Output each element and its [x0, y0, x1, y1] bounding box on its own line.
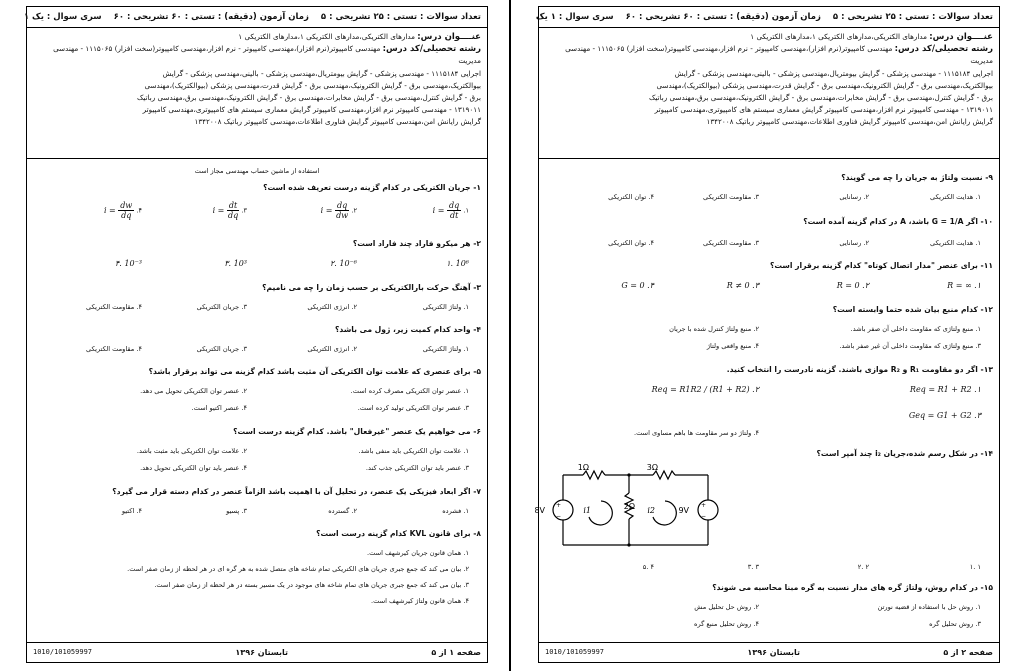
option: R = 0 .۲ — [836, 281, 869, 290]
option: ۴. عنصر اکتیو است. — [191, 404, 247, 412]
r1-label: 1Ω — [577, 463, 589, 472]
question-4: ۴- واحد کدام کمیت زیر، ژول می باشد؟ — [335, 325, 481, 334]
option: ۴. توان الکتریکی — [608, 239, 654, 247]
option: ۴. اکتیو — [121, 507, 142, 515]
option: ۳. مقاومت الکتریکی — [703, 193, 759, 201]
field-line: مهندسی کامپیوتر(نرم افزار)،مهندسی کامپیوتر - نرم افزار،مهندسی کامپیوتر(سخت افزار) ۱۱۱۵۰۶۵ - مهندسی مدیریت — [53, 44, 481, 66]
r2-label: 2Ω — [623, 502, 635, 511]
option: 10⁻⁶ .۲ — [330, 259, 357, 268]
question-13: ۱۳- اگر دو مقاومت R₁ و R₂ موازی باشند. گزینه نادرست را انتخاب کنید. — [726, 365, 993, 374]
field-line: اجرایی ۱۱۱۵۱۸۴ - مهندسی پزشکی - گرایش بیومتریال،مهندسی پزشکی - بالینی،مهندسی پزشکی - گرایش — [674, 68, 993, 78]
question-7: ۷- اگر ابعاد فیزیکی یک عنصر، در تحلیل آن با اهمیت باشد الزاماً عنصر در کدام دسته قرار می گیرد؟ — [112, 487, 481, 496]
option: ۴. ولتاژ دو سر مقاومت ها باهم مساوی است. — [633, 429, 759, 437]
question-10: ۱۰- اگر G = 1/A باشد، A در کدام گزینه آمده است؟ — [803, 217, 993, 226]
option: ۱. همان قانون جریان کیرشهف است. — [367, 549, 469, 557]
option: ۲. انرژی الکتریکی — [307, 345, 357, 353]
i2-label: i2 — [647, 506, 655, 515]
option: ۳. مقاومت الکتریکی — [703, 239, 759, 247]
option: R = ∞ .۱ — [947, 281, 981, 290]
series-label: سری سوال : یک ۱ — [23, 12, 102, 22]
option: ۲. عنصر توان الکتریکی تحویل می دهد. — [140, 387, 247, 395]
option: i = $\frac{dq}{dt}$ .۱ — [432, 201, 469, 220]
exam-code: 1010/101059997 — [33, 648, 93, 656]
option: ۲. انرژی الکتریکی — [307, 303, 357, 311]
question-9: ۹- نسبت ولتاژ به جریان را چه می گویند؟ — [841, 173, 993, 182]
course-title-label: عنــــوان درس: — [417, 32, 481, 42]
r3-label: 3Ω — [646, 463, 658, 472]
option: ۳. پسیو — [226, 507, 247, 515]
field-line: بیوالکتریک،مهندسی برق - گرایش الکترونیک،مهندسی برق - گرایش قدرت،مهندسی پزشکی (بیوالکتریک)،مهندسی — [144, 80, 481, 90]
option: i = $\frac{dq}{dw}$ .۲ — [320, 201, 357, 220]
field-line: ۱۳۱۹۰۱۱ - مهندسی کامپیوتر نرم افزار،مهندسی کامپیوتر گرایش معماری سیستم های کامپیوتری،مهندسی کامپیوتر — [142, 105, 481, 115]
course-title: مدارهای الکتریکی،مدارهای الکتریکی ۱،مدارهای الکتریکی ۱ — [750, 32, 927, 41]
circuit-diagram — [534, 463, 723, 555]
option: ۱. فشرده — [442, 507, 469, 515]
option: ۴. مقاومت الکتریکی — [86, 345, 142, 353]
field-line: اجرایی ۱۱۱۵۱۸۴ - مهندسی پزشکی - گرایش بیومتریال،مهندسی پزشکی - بالینی،مهندسی پزشکی - گرایش — [162, 68, 481, 78]
exam-page-2 — [512, 0, 1024, 671]
series-label: سری سوال : ۱ یک — [535, 12, 614, 22]
course-info — [539, 28, 999, 159]
option: ۲. منبع ولتاژ کنترل شده با جریان — [669, 325, 759, 333]
page-number: صفحه ۱ از ۵ — [431, 647, 481, 657]
course-title: مدارهای الکتریکی،مدارهای الکتریکی ۱،مدارهای الکتریکی ۱ — [238, 32, 415, 41]
option: ۳. منبع ولتاژی که مقاومت داخلی آن غیر صفر باشد. — [839, 342, 981, 350]
option: ۱. عنصر توان الکتریکی مصرف کرده است. — [350, 387, 469, 395]
option: ۳. روش تحلیل گره — [929, 620, 981, 628]
option: ۴. توان الکتریکی — [608, 193, 654, 201]
option: 10⁻³ .۴ — [115, 259, 142, 268]
option: ۴ .۵ — [642, 563, 654, 571]
svg-text:−: − — [555, 513, 561, 520]
field-line: برق - گرایش کنترل،مهندسی برق - گرایش مخابرات،مهندسی برق - گرایش الکترونیک،مهندسی برق،مهندسی رباتیک — [648, 93, 993, 103]
page-header — [535, 7, 999, 28]
option: Req = R1R2 / (R1 + R2) .۲ — [651, 385, 759, 394]
question-6: ۶- می خواهیم یک عنصر "غیرفعال" باشد. کدام گزینه درست است؟ — [233, 427, 481, 436]
field-line: ۱۳۱۹۰۱۱ - مهندسی کامپیوتر نرم افزار،مهندسی کامپیوتر گرایش معماری سیستم های کامپیوتری،مهندسی کامپیوتر — [654, 105, 993, 115]
option: ۴. عنصر باید توان الکتریکی تحویل دهد. — [140, 464, 247, 472]
option: ۳. عنصر توان الکتریکی تولید کرده است. — [357, 404, 469, 412]
option: 10³ .۳ — [224, 259, 247, 268]
question-count: تعداد سوالات : تستی : ۲۵ تشریحی : ۵ — [832, 12, 993, 22]
field-line: گرایش رایانش امن،مهندسی کامپیوتر گرایش فناوری اطلاعات،مهندسی کامپیوتر رباتیک ۱۳۴۲۰۰۸ — [706, 117, 993, 127]
option: ۳. بیان می کند که جمع جبری جریان های تمام شاخه های موجود در یک مسیر بسته در هر لحظه از زمان صفر است. — [154, 581, 469, 589]
svg-text:−: − — [700, 513, 706, 520]
option: ۳. جریان الکتریکی — [196, 345, 247, 353]
option: ۱. ولتاژ الکتریکی — [422, 303, 469, 311]
field-label: رشته تحصیلی/کد درس: — [894, 44, 993, 55]
exam-term: تابستان ۱۳۹۶ — [747, 647, 800, 657]
field-label: رشته تحصیلی/کد درس: — [382, 44, 481, 55]
page-footer — [26, 642, 488, 663]
exam-time: زمان آزمون (دقیقه) : تستی : ۶۰ تشریحی : ۶۰ — [625, 12, 821, 22]
option: ۳. جریان الکتریکی — [196, 303, 247, 311]
page-frame — [534, 6, 1000, 643]
option: ۲. رسانایی — [839, 239, 869, 247]
option: ۲. گسترده — [328, 507, 357, 515]
field-line: گرایش رایانش امن،مهندسی کامپیوتر گرایش فناوری اطلاعات،مهندسی کامپیوتر رباتیک ۱۳۴۲۰۰۸ — [194, 117, 481, 127]
question-8: ۸- برای قانون KVL کدام گزینه درست است؟ — [316, 529, 481, 538]
i1-label: i1 — [583, 506, 591, 515]
option: i = $\frac{dt}{dq}$ .۳ — [212, 201, 247, 220]
option: R ≠ 0 .۳ — [726, 281, 759, 290]
exam-code: 1010/101059997 — [545, 648, 605, 656]
option: ۲. روش حل تحلیل مش — [694, 603, 759, 611]
field-line: بیوالکتریک،مهندسی برق - گرایش الکترونیک،مهندسی برق - گرایش قدرت،مهندسی پزشکی (بیوالکتریک)،مهندسی — [656, 80, 993, 90]
option: ۱. ولتاژ الکتریکی — [422, 345, 469, 353]
option: ۲. علامت توان الکتریکی باید مثبت باشد. — [136, 447, 247, 455]
option: Req = R1 + R2 .۱ — [909, 385, 981, 394]
option: ۲ .۲ — [857, 563, 869, 571]
option: ۳ .۳ — [747, 563, 759, 571]
option: i = $\frac{dw}{dq}$ .۴ — [103, 201, 142, 220]
course-title-label: عنــــوان درس: — [929, 32, 993, 42]
option: ۱ .۱ — [969, 563, 981, 571]
option: ۴. منبع واقعی ولتاژ — [706, 342, 759, 350]
option: ۲. بیان می کند که جمع جبری جریان های الکتریکی تمام شاخه های متصل شده به هر گره ای در هر لحظه از زمان صفر است. — [127, 565, 469, 573]
question-11: ۱۱- برای عنصر "مدار اتصال کوتاه" کدام گزینه برقرار است؟ — [769, 261, 993, 270]
page-number: صفحه ۲ از ۵ — [943, 647, 993, 657]
option: ۴. مقاومت الکتریکی — [86, 303, 142, 311]
question-5: ۵- برای عنصری که علامت توان الکتریکی آن مثبت باشد کدام گزینه می تواند برقرار باشد؟ — [148, 367, 481, 376]
question-count: تعداد سوالات : تستی : ۲۵ تشریحی : ۵ — [320, 12, 481, 22]
question-2: ۲- هر میکرو فاراد چند فاراد است؟ — [352, 239, 481, 248]
course-info — [27, 28, 487, 159]
svg-text:+: + — [700, 502, 706, 509]
option: ۱. هدایت الکتریکی — [930, 193, 981, 201]
option: ۱. هدایت الکتریکی — [930, 239, 981, 247]
calculator-note: استفاده از ماشین حساب مهندسی مجاز است — [194, 167, 320, 175]
option: ۴. روش تحلیل منبع گره — [694, 620, 759, 628]
question-3: ۳- آهنگ حرکت بارالکتریکی بر حسب زمان را چه می نامیم؟ — [262, 283, 481, 292]
v2-label: 9V — [678, 506, 689, 515]
svg-text:+: + — [555, 502, 561, 509]
option: ۲. رسانایی — [839, 193, 869, 201]
option: ۴. همان قانون ولتاژ کیرشهف است. — [371, 597, 469, 605]
option: ۱. منبع ولتاژی که مقاومت داخلی آن صفر باشد. — [850, 325, 981, 333]
option: ۱. روش حل با استفاده از قضیه نورتن — [877, 603, 981, 611]
question-15: ۱۵- در کدام روش، ولتاژ گره های مدار نسبت به گره مبنا محاسبه می شوند؟ — [712, 583, 993, 592]
field-line: برق - گرایش کنترل،مهندسی برق - گرایش مخابرات،مهندسی برق - گرایش الکترونیک،مهندسی برق،مهندسی رباتیک — [136, 93, 481, 103]
question-1: ۱- جریان الکتریکی در کدام گزینه درست تعریف شده است؟ — [263, 183, 481, 192]
question-14: ۱۴- در شکل رسم شده،جریان i₂ چند آمپر است؟ — [816, 449, 993, 458]
field-line: مهندسی کامپیوتر(نرم افزار)،مهندسی کامپیوتر - نرم افزار،مهندسی کامپیوتر(سخت افزار) ۱۱۱۵۰۶۵ - مهندسی مدیریت — [565, 44, 993, 66]
page-divider — [509, 0, 511, 671]
option: G = 0 .۴ — [621, 281, 654, 290]
page-frame — [23, 6, 488, 643]
option: Geq = G1 + G2 .۳ — [908, 411, 981, 420]
page-footer — [538, 642, 1000, 663]
question-12: ۱۲- کدام منبع بیان شده حتما وابسته است؟ — [832, 305, 993, 314]
page-header — [23, 7, 487, 28]
option: ۳. عنصر باید توان الکتریکی جذب کند. — [365, 464, 469, 472]
option: 10⁶ .۱ — [446, 259, 469, 268]
v1-label: 8V — [534, 506, 545, 515]
exam-term: تابستان ۱۳۹۶ — [235, 647, 288, 657]
option: ۱. علامت توان الکتریکی باید منفی باشد. — [358, 447, 469, 455]
exam-time: زمان آزمون (دقیقه) : تستی : ۶۰ تشریحی : ۶۰ — [113, 12, 309, 22]
